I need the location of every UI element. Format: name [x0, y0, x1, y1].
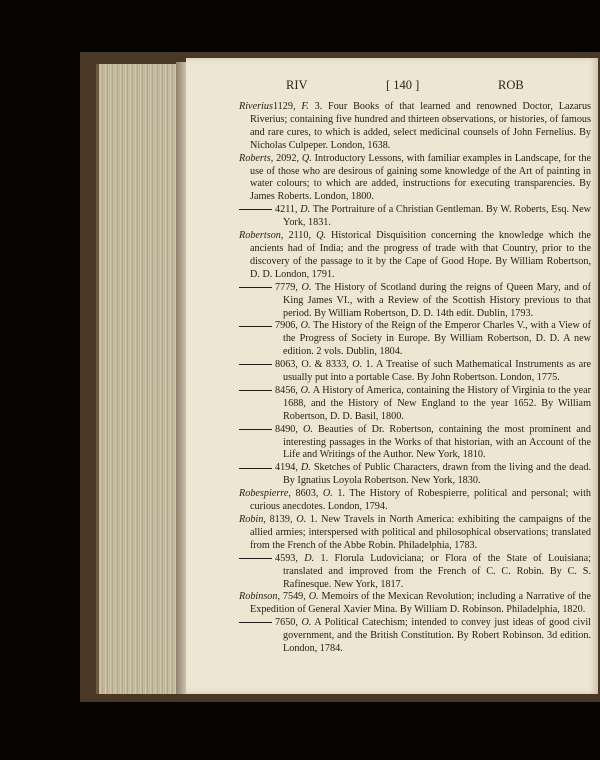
- entry-format: Q.: [301, 152, 312, 164]
- ditto-dash: [239, 558, 272, 559]
- catalog-entry: [239, 101, 591, 153]
- entry-text: The Portraiture of a Christian Gentleman. By W. Roberts, Esq. New York, 1831.: [283, 204, 592, 229]
- entry-text: The History of Scotland during the reigns of Queen Mary, and of King James VI., with a Review of the Scottish History previous to that period. By William Robertson, D. D. 14th edit. Dublin, 1793.: [283, 281, 592, 319]
- catalog-entry: [239, 617, 591, 656]
- entry-text: Introductory Lessons, with familiar examples in Landscape, for the use of those who are desirous of gaining some knowledge of the Art of painting in water colours; to which are added, instructions for executing transparencies. By James Roberts. London, 1800.: [250, 152, 591, 203]
- entry-text: 1. Florula Ludoviciana; or Flora of the State of Louisiana; translated and improved from the French of C. C. Robin. By C. S. Rafinesque. New York, 1817.: [283, 552, 591, 590]
- entry-author: Robin: [239, 514, 264, 525]
- entry-text: A Political Catechism; intended to convey just ideas of good civil government, and the British Constitution. By Robert Robinson. 3d edition. London, 1784.: [283, 617, 592, 655]
- entry-text: 1. The History of Robespierre, political and personal; with curious anecdotes. London, 1794.: [250, 488, 591, 513]
- entry-format: O.: [300, 320, 311, 332]
- header-right: ROB: [498, 78, 524, 92]
- catalog-entry: [239, 488, 591, 514]
- header-left: RIV: [286, 78, 308, 92]
- entry-author: Riverius: [239, 101, 273, 112]
- entry-format: O.: [301, 281, 312, 293]
- ditto-dash: [239, 468, 272, 469]
- entry-format: D.: [300, 204, 311, 216]
- entry-code: 7906,: [275, 320, 301, 332]
- entry-format: O.: [308, 591, 319, 603]
- entry-format: F.: [301, 101, 309, 112]
- ditto-dash: [239, 390, 272, 391]
- entry-code: 4194,: [275, 462, 301, 474]
- entry-text: Beauties of Dr. Robertson, containing the most prominent and interesting passages in the Works of that historian, with an Account of the Life and Writings of the Author. New York, 1810.: [283, 423, 591, 461]
- entry-text: Sketches of Public Characters, drawn from the living and the dead. By Ignatius Loyola Robertson. New York, 1830.: [283, 462, 591, 487]
- entry-text: 1. A Treatise of such Mathematical Instruments as are usually put into a portable Case. By John Robertson. London, 1775.: [283, 359, 592, 384]
- entry-code: , 8139,: [263, 514, 297, 525]
- catalog-entry: [239, 591, 591, 617]
- entry-format: D.: [304, 552, 315, 564]
- entry-format: O.: [301, 617, 312, 629]
- entry-author: Robertson: [239, 230, 281, 242]
- ditto-dash: [239, 287, 272, 288]
- entry-code: , 8603,: [288, 488, 323, 500]
- catalog-entry: [239, 282, 591, 321]
- entry-code: 4593,: [275, 552, 305, 564]
- entry-text: Memoirs of the Mexican Revolution; including a Narrative of the Expedition of General Xavier Mina. By William D. Robinson. Philadelphia, 1820.: [250, 591, 591, 616]
- ditto-dash: [239, 622, 272, 623]
- entry-text: 1. New Travels in North America: exhibiting the campaigns of the allied armies; interspersed with political and philosophical observations; translated from the French of the Abbe Robin. Philadelphia, 1783.: [250, 514, 591, 551]
- entry-code: 7779,: [275, 281, 302, 293]
- entry-code: 8490,: [275, 423, 303, 435]
- catalog-entry: [239, 553, 591, 592]
- entry-text: The History of the Reign of the Emperor Charles V., with a View of the Progress of Society in Europe. By William Robertson, D. D. A new edition. 2 vols. Dublin, 1804.: [283, 320, 591, 358]
- ditto-dash: [239, 429, 272, 430]
- entry-author: Robespierre: [239, 488, 289, 500]
- catalog-entry: [239, 514, 591, 553]
- entry-code: , 7549,: [277, 591, 309, 603]
- entry-code: 1129,: [272, 101, 302, 112]
- catalog-entry: [239, 320, 591, 359]
- page-number: [ 140 ]: [386, 78, 420, 92]
- entry-text: A History of America, containing the History of Virginia to the year 1688, and the History of New England to the year 1652. By William Robertson, D. D. Basil, 1800.: [283, 384, 592, 422]
- catalog-entry: [239, 462, 591, 488]
- running-header: [186, 78, 598, 96]
- entry-format: O.: [300, 384, 311, 396]
- entry-author: Roberts: [239, 152, 271, 164]
- ditto-dash: [239, 364, 272, 365]
- entry-code: , 2110,: [280, 230, 317, 242]
- entry-code: 8456,: [275, 384, 301, 396]
- catalog-entry: [239, 153, 591, 205]
- catalog-entries: [239, 101, 591, 656]
- entry-text: Historical Disquisition concerning the knowledge which the ancients had of India; and the progress of trade with that Country, prior to the discovery of the passage to it by the Cape of Good Hope. By William Robertson, D. D. London, 1791.: [250, 230, 592, 280]
- catalog-entry: [239, 359, 591, 385]
- entry-format: D.: [300, 462, 311, 474]
- ditto-dash: [239, 326, 272, 327]
- entry-text: 3. Four Books of that learned and renowned Doctor, Lazarus Riverius; containing five hundred and thirteen observations, or histories, of famous and rare cures, to which is added, select medicinal counsels of John Fernelius. By Nicholas Culpeper. London, 1638.: [250, 101, 592, 151]
- entry-code: 7650,: [275, 617, 302, 629]
- entry-code: 8063, O. & 8333,: [275, 359, 353, 371]
- entry-format: Q.: [316, 230, 326, 242]
- book-page: [186, 58, 598, 694]
- catalog-entry: [239, 424, 591, 463]
- entry-format: O.: [352, 359, 363, 371]
- catalog-entry: [239, 204, 591, 230]
- entry-format: O.: [322, 488, 333, 500]
- entry-code: , 2092,: [270, 152, 302, 164]
- entry-author: Robinson: [239, 591, 278, 603]
- catalog-entry: [239, 230, 591, 282]
- page-edges: [96, 64, 185, 694]
- entry-code: 4211,: [275, 204, 301, 216]
- ditto-dash: [239, 209, 272, 210]
- catalog-entry: [239, 385, 591, 424]
- entry-format: O.: [296, 514, 307, 525]
- entry-format: O.: [302, 423, 313, 435]
